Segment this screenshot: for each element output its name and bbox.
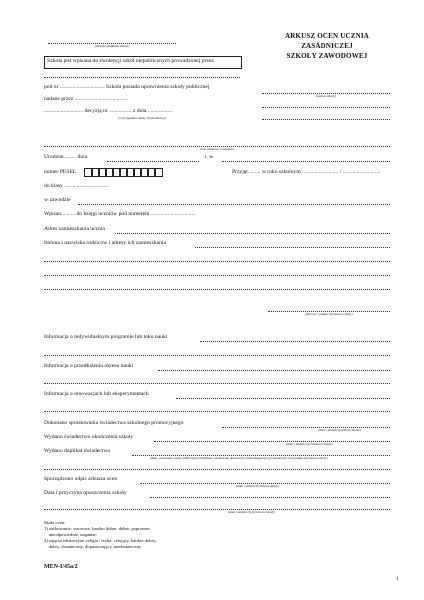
- profession-line: [78, 203, 390, 205]
- profession-label: w zawodzie: [44, 197, 71, 203]
- sheet-copy-caption: (data i podpis dyrektora szkoły): [236, 484, 280, 488]
- pesel-label: numer PESEL: [44, 169, 77, 175]
- extended-period-label: Informacja o przedłużeniu okresu nauki: [44, 363, 134, 369]
- parents-label: Imiona i nazwiska rodziców i adresy ich zamieszkania: [44, 240, 166, 246]
- student-name-caption: imię (imiona) i nazwisko: [200, 147, 234, 151]
- school-name-caption: (nazwa szkoły): [315, 94, 337, 98]
- duplicate-certificate-line-2: [44, 468, 390, 470]
- born-label: Urodzon......... dnia: [44, 154, 88, 160]
- promotion-correction-caption: (data i podpis dyrektora szkoły): [318, 428, 362, 432]
- registry-number-text: pod nr ................................ Szkoła posiada uprawnienia szkoły publicznej: [44, 84, 210, 90]
- extended-period-line-2: [44, 382, 390, 384]
- entered-label: Wpisan.......... do księgi uczniów pod numerem ................................: [44, 211, 196, 217]
- accepted-label: Przyjęt......... w roku szkolnym .......................... / ...........................: [232, 169, 381, 175]
- decision-caption: (w przypadku szkoły niepublicznej): [118, 116, 166, 120]
- duplicate-certificate-label: Wydano duplikat świadectwa: [44, 448, 110, 454]
- pesel-cell: [154, 168, 163, 177]
- parents-line-4: [44, 288, 390, 290]
- school-name-line-2: [262, 106, 390, 108]
- registry-box-text: Szkoła jest wpisana do ewidencji szkół niepublicznych prowadzonej przez: [47, 58, 214, 64]
- duplicate-certificate-caption: (data, wskazanie osoby odbierającej duplikat i oznaczenie dokumentu stwierdzającego jej tożsamość oraz podpis dyrektora szkoły): [150, 456, 328, 460]
- parents-line-3: [44, 274, 390, 276]
- innovations-line-2: [44, 410, 390, 412]
- header-line-2: ZASADNICZEJ: [301, 42, 353, 50]
- graduation-certificate-caption: (data i podpis wychowawcy klasy): [286, 442, 333, 446]
- born-place-line: [222, 160, 390, 162]
- promotion-correction-line: [222, 426, 390, 428]
- graduation-certificate-label: Wydano świadectwo ukończenia szkoły: [44, 434, 134, 440]
- page-number: 1: [396, 576, 399, 582]
- sheet-copy-label: Sporządzono odpis arkusza ocen: [44, 476, 118, 482]
- grading-scale-line-1: 1) zachowanie: wzorowe, bardzo dobre, dobre, poprawne,: [44, 526, 151, 531]
- header-line-1: ARKUSZ OCEN UCZNIA: [284, 32, 370, 40]
- leaving-school-caption: (data i podpis (i) dyrektora szkoły): [228, 510, 276, 514]
- class-label: do klasy ................................: [44, 183, 109, 189]
- address-label: Adres zamieszkania ucznia: [44, 226, 105, 232]
- rights-granted-text: nadane przez ......................................: [44, 96, 128, 102]
- extended-period-line-1: [158, 369, 390, 371]
- director-signature-caption: (pieczęć i podpis dyrektora szkoły): [305, 312, 353, 316]
- form-code: MEN-I/45a/2: [44, 564, 78, 570]
- individual-program-label: Informacja o indywidualnym programie lub toku nauki: [44, 334, 168, 340]
- leaving-school-line: [150, 496, 390, 498]
- innovations-label: Informacja o innowacjach lub eksperymentach: [44, 391, 149, 397]
- innovations-line-1: [176, 397, 390, 399]
- parents-line-1: [195, 246, 390, 248]
- promotion-correction-label: Dokonano sprostowania świadectwa szkolnego promocyjnego: [44, 420, 184, 426]
- graduation-certificate-line: [154, 440, 390, 442]
- address-line: [115, 232, 390, 234]
- parents-line-2: [44, 260, 390, 262]
- leaving-school-line-2: [44, 508, 390, 510]
- header-line-3: SZKOŁY ZAWODOWEJ: [286, 52, 368, 60]
- grading-scale-line-2: nieodpowiednie, naganne;: [44, 532, 97, 537]
- school-stamp-caption: (pieczęć podłużna szkoły): [94, 44, 130, 48]
- decision-text: ............................ decyzją nr ................ z dnia ..................: [44, 108, 173, 114]
- leaving-school-label: Data i przyczyna opuszczenia szkoły: [44, 490, 127, 496]
- grading-scale-title: Skala ocen:: [44, 520, 66, 525]
- born-date-line: [107, 160, 199, 162]
- school-name-line-3: [262, 118, 390, 120]
- grading-scale-line-4: dobry, dostateczny, dopuszczający, niedostateczny.: [44, 544, 142, 549]
- registry-line: [44, 76, 240, 78]
- individual-program-line-1: [200, 340, 390, 342]
- born-r-label: r. w: [205, 154, 214, 160]
- grading-scale-line-3: 2) zajęcia edukacyjne, religia / etyka: celujący, bardzo dobry,: [44, 538, 157, 543]
- individual-program-line-2: [44, 354, 390, 356]
